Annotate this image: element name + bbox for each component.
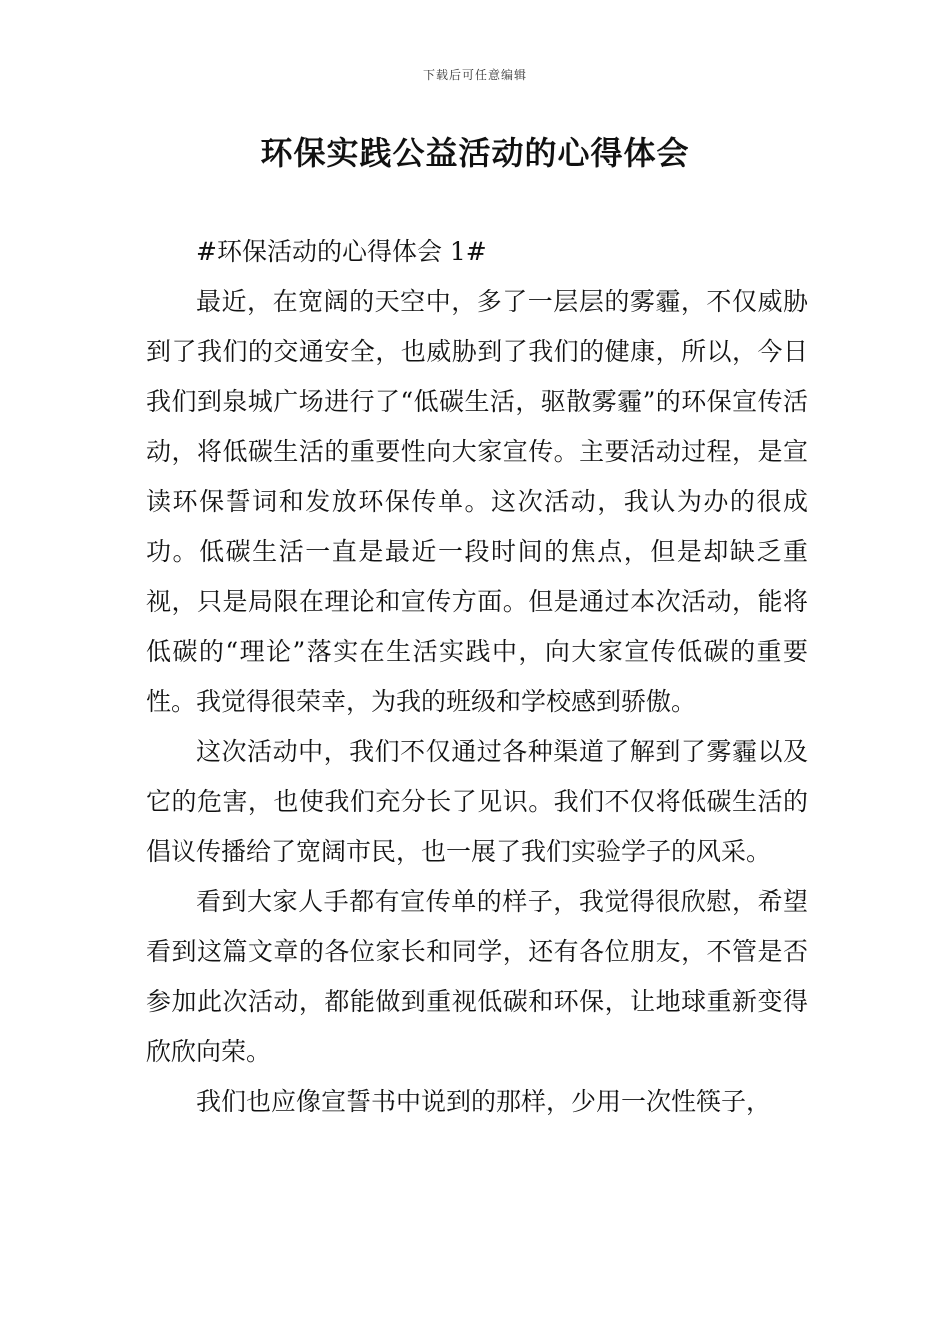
- body-paragraph-4: 我们也应像宣誓书中说到的那样，少用一次性筷子，: [196, 1087, 772, 1116]
- body-paragraph-1: 最近，在宽阔的天空中，多了一层层的雾霾，不仅威胁到了我们的交通安全，也威胁到了我们的健康，所以，今日我们到泉城广场进行了“低碳生活，驱散雾霾”的环保宣传活动，将低碳生活的重要性向大家宣传。主要活动过程，是宣读环保誓词和发放环保传单。这次活动，我认为办的很成功。低碳生活一直是最近一段时间的焦点，但是却缺乏重视，只是局限在理论和宣传方面。但是通过本次活动，能将低碳的“理论”落实在生活实践中，向大家宣传低碳的重要性。我觉得很荣幸，为我的班级和学校感到骄傲。: [146, 287, 808, 716]
- header-note: 下载后可任意编辑: [422, 68, 527, 82]
- document-body: [146, 227, 808, 1127]
- body-paragraph-3: 看到大家人手都有宣传单的样子，我觉得很欣慰，希望看到这篇文章的各位家长和同学，还有各位朋友，不管是否参加此次活动，都能做到重视低碳和环保，让地球重新变得欣欣向荣。: [146, 887, 808, 1066]
- body-paragraph-2: 这次活动中，我们不仅通过各种渠道了解到了雾霾以及它的危害，也使我们充分长了见识。我们不仅将低碳生活的倡议传播给了宽阔市民，也一展了我们实验学子的风采。: [146, 737, 808, 866]
- section-heading: #环保活动的心得体会 1#: [196, 237, 487, 266]
- document-title: 环保实践公益活动的心得体会: [260, 134, 690, 172]
